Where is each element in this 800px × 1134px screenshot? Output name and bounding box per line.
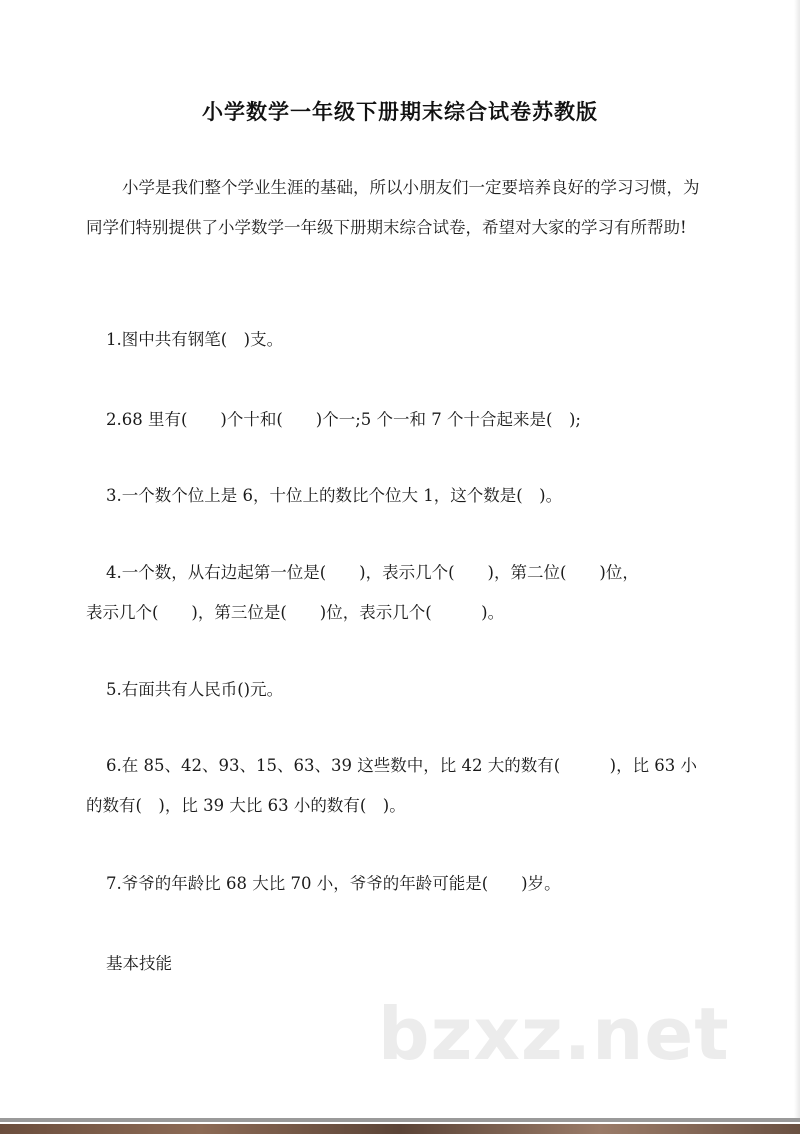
question-4-line-1: 4.一个数，从右边起第一位是( )，表示几个( )，第二位( )位，	[106, 563, 639, 582]
question-2	[86, 400, 706, 440]
footer-divider	[0, 1118, 800, 1122]
question-3	[86, 476, 706, 516]
footer-strip	[0, 1124, 800, 1134]
question-6	[86, 746, 706, 826]
section-heading: 基本技能	[106, 954, 172, 973]
question-6-line-1: 6.在 85、42、93、15、63、39 这些数中，比 42 大的数有( )，比 63 小	[106, 756, 698, 775]
page-edge-shadow	[794, 0, 800, 1120]
intro-paragraph: 小学是我们整个学业生涯的基础，所以小朋友们一定要培养良好的学习习惯，为同学们特别提供了小学数学一年级下册期末综合试卷，希望对大家的学习有所帮助!	[86, 178, 700, 237]
page-title: 小学数学一年级下册期末综合试卷苏教版	[202, 100, 598, 124]
watermark: bzxz.net	[378, 992, 730, 1076]
question-4	[86, 553, 706, 633]
question-7	[86, 864, 706, 904]
question-1-line-1: 1.图中共有钢笔( )支。	[106, 330, 284, 349]
question-5-line-1: 5.右面共有人民币()元。	[106, 680, 284, 699]
question-4-line-2: 表示几个( )，第三位是( )位，表示几个( )。	[86, 603, 505, 622]
question-5	[86, 670, 706, 710]
question-6-line-2: 的数有( )，比 39 大比 63 小的数有( )。	[86, 796, 406, 815]
question-3-line-1: 3.一个数个位上是 6，十位上的数比个位大 1，这个数是( )。	[106, 486, 563, 505]
question-7-line-1: 7.爷爷的年龄比 68 大比 70 小，爷爷的年龄可能是( )岁。	[106, 874, 561, 893]
question-1	[86, 320, 706, 360]
question-2-line-1: 2.68 里有( )个十和( )个一;5 个一和 7 个十合起来是( );	[106, 410, 581, 429]
